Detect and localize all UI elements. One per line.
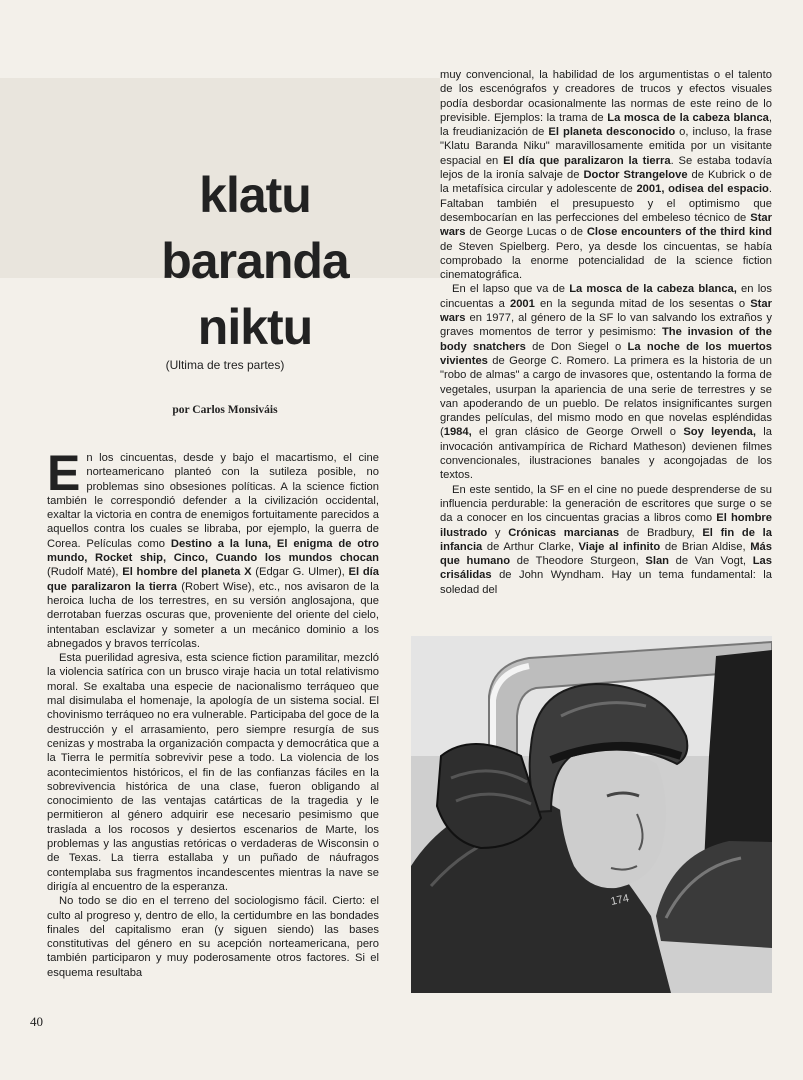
right-column xyxy=(440,68,772,597)
text-run: de Theodore Sturgeon, xyxy=(510,555,646,568)
text-run: el gran clásico de George Orwell o xyxy=(471,426,684,439)
film-title: La mosca de la cabeza blanca xyxy=(607,111,769,124)
film-still-photo xyxy=(411,636,772,993)
film-title: The invasion of the body snatchers xyxy=(440,326,772,353)
text-run: (Robert Wise), etc., nos avisaron de la heroica lucha de los terrestres, en su versión anglosajona, que derrotaban fuerzas oscuras que, proveniente del oriente del cielo, intentaban esclavizar y someter a un mecánico dominio a los abnegados y bravos terrícolas. xyxy=(47,580,379,650)
left-paragraph-3: No todo se dio en el terreno del sociologismo fácil. Cierto: el culto al progreso y, dentro de ello, la certidumbre en las bondades finales del capitalismo eran (y siguen siendo) las bases constitutivas del género en su acepción norteamericana, pero también participaron y muy poderosamente otros factores. Si el esquema resultaba xyxy=(47,895,379,979)
right-paragraph-1 xyxy=(440,68,772,282)
text-run: de John Wyndham. Hay un tema fundamental: la soledad del xyxy=(440,569,772,596)
film-title: Star wars xyxy=(440,211,772,239)
text-run: en 1977, al género de la SF lo van salvando los extraños y graves momentos de terror y pesimismo: xyxy=(440,312,772,339)
film-title: La noche de los muertos vivientes xyxy=(440,340,772,367)
text-run: de George Lucas o de xyxy=(465,226,587,239)
film-title: El día que paralizaron la tierra xyxy=(47,566,379,593)
text-run: En el lapso que va de xyxy=(452,283,570,296)
text-run: en la segunda mitad de los sesentas o xyxy=(534,297,751,310)
title-line-3: niktu xyxy=(197,298,313,355)
book-title: Slan xyxy=(645,555,670,568)
article-byline: por Carlos Monsiváis xyxy=(172,404,278,416)
text-run: de Don Siegel o xyxy=(525,340,628,353)
text-run: de Bradbury, xyxy=(619,526,703,539)
article-title xyxy=(110,162,400,360)
book-title: El hombre ilustrado xyxy=(440,512,772,539)
text-run: de Brian Aldise, xyxy=(660,540,751,553)
title-line-2: baranda xyxy=(161,232,349,289)
film-still-illustration xyxy=(411,636,772,993)
text-run: de George C. Romero. La primera es la historia de un "robo de almas" a cargo de invasores que, ostentando la forma de vegetales, usurpan la apariencia de una serie de terrestres y se van apoderando de un pueblo. De relatos insignificantes surgen grandes películas, del mismo modo en que novelas espléndidas ( xyxy=(440,354,772,439)
left-column xyxy=(47,445,380,980)
book-title: Más que humano xyxy=(440,540,772,568)
drop-cap: E xyxy=(47,445,81,501)
article-subtitle: (Ultima de tres partes) xyxy=(165,358,285,372)
bleed-through-band-edge xyxy=(404,210,440,270)
text-run: de Arthur Clarke, xyxy=(482,540,579,553)
text-run: o, incluso, la frase "Klatu Baranda Niku" maravillosamente emitida por un visitante espacial en xyxy=(440,126,773,167)
film-title: El día que paralizaron la tierra xyxy=(503,154,671,167)
text-run: . Se estaba todavía lejos de la ironía salvaje de xyxy=(440,154,773,182)
book-title: Viaje al infinito xyxy=(578,540,661,553)
text-run: En este sentido, la SF en el cine no puede desprenderse de su influencia perdurable: la generación de escritores que surge o se da a conocer en los cincuentas gracias a libros como xyxy=(440,483,772,525)
helmet-number: 174 xyxy=(609,892,631,908)
text-run: la invocación antivampírica de Richard Matheson) devienen filmes convencionales, ilustraciones banales y acongojadas de los textos. xyxy=(440,426,772,482)
book-title: Las crisálidas xyxy=(440,555,772,582)
text-run: de Van Vogt, xyxy=(669,555,753,568)
book-title: El fin de la infancia xyxy=(440,526,772,553)
film-title: Doctor Strangelove xyxy=(583,169,688,182)
right-paragraph-2 xyxy=(440,282,772,482)
page-number: 40 xyxy=(30,1014,43,1029)
film-title: La mosca de la cabeza blanca, xyxy=(569,283,737,296)
left-paragraph-1 xyxy=(47,445,380,651)
text-run: en los cincuentas a xyxy=(440,283,772,310)
book-title: Crónicas marcianas xyxy=(508,526,620,539)
text-run: muy convencional, la habilidad de los argumentistas o el talento de los escenógrafos y creadores de trucos y efectos visuales podía desbordar ocasionalmente las normas de este reino de lo previsible. Ejemplos: la trama de xyxy=(440,69,772,124)
right-paragraph-3 xyxy=(440,483,772,597)
book-title: Soy leyenda, xyxy=(683,426,756,439)
text-run: (Rudolf Maté), xyxy=(47,566,123,579)
text-run: de Kubrick o de la metafísica circular y adolescente de xyxy=(440,169,772,196)
left-paragraph-2: Esta puerilidad agresiva, esta science fiction paramilitar, mezcló la violencia satírica con un brusco viraje hacia un total relativismo moral. Se exaltaba una especie de nacionalismo terráqueo que mal disimulaba el homenaje, la apología de un sistema social. El chovinismo terráqueo no era vulnerable. Participaba del goce de la destrucción y el arrasamiento, pero siempre resurgía de sus cenizas y mostraba la organización compacta y democrática que a la Tierra le permitía sobrevivir pese a todo. La violencia de los acontecimientos históricos, el fin de las confianzas fáciles en la sobrevivencia histórica de una clase, fueron obligando al conocimiento de las ventajas catárticas de la tragedia y le permitieron al género adquirir ese necesario pesimismo que traslada a los rocosos y desiertos escenarios de Marte, los problemas y las angustias retóricas o verdaderas de Wisconsin o de Texas. La tierra estallaba y un puñado de náufragos contemplaba sus fragmentos incandescentes mientras la nave se dirigía al encuentro de la esperanza. xyxy=(47,652,379,893)
film-title: El hombre del planeta X xyxy=(122,566,252,579)
text-run: , la freudianización de xyxy=(440,111,773,139)
film-title: Destino a la luna, El enigma de otro mundo, Rocket ship, Cinco, Cuando los mundos chocan xyxy=(47,537,380,565)
film-title: 2001 xyxy=(509,297,535,310)
text-run: y xyxy=(487,526,509,539)
text-run: (Edgar G. Ulmer), xyxy=(251,566,349,579)
film-title: Close encounters of the third kind xyxy=(586,226,772,239)
film-title: 2001, odisea del espacio xyxy=(636,183,769,196)
film-title: Star wars xyxy=(440,297,772,325)
title-line-1: klatu xyxy=(199,166,311,223)
text-run: n los cincuentas, desde y bajo el macartismo, el cine norteamericano planteó con la sutileza posible, no problemas sino obsesiones políticas. A la science fiction también le correspondió defender a la civilización occidental, exaltar la victoria en contra de enemigos fortuitamente parecidos a aquellos contra los cuales se libraba, por ejemplo, la guerra de Corea. Películas como xyxy=(47,452,379,550)
film-title: El planeta desconocido xyxy=(548,126,676,139)
book-title: 1984, xyxy=(443,426,472,439)
text-run: de Steven Spielberg. Pero, ya desde los cincuentas, se había comprobado la enorme potencialidad de la science fiction cinematográfica. xyxy=(440,240,772,282)
text-run: . Faltaban también el presupuesto y el optimismo que desembocarían en las perfecciones del embeleso técnico de xyxy=(440,183,772,224)
